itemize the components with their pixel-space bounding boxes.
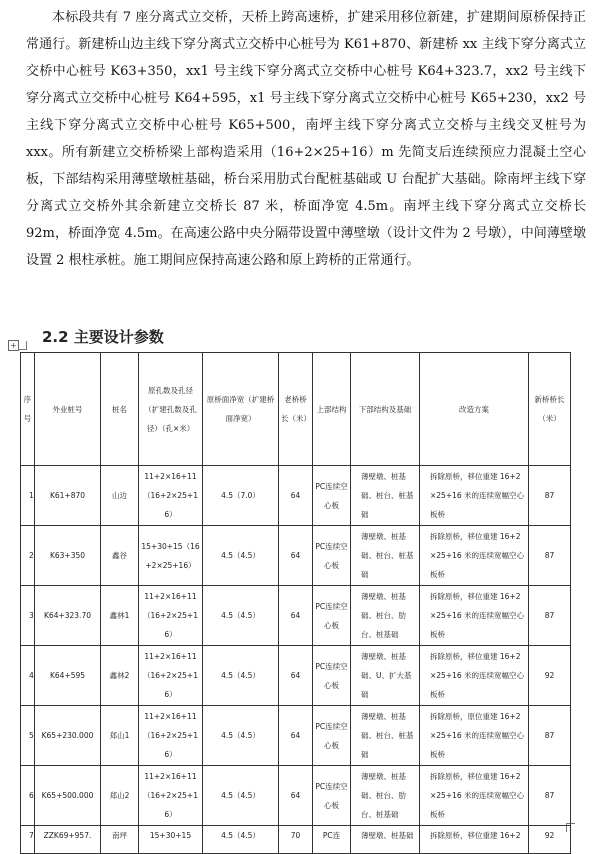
header-spans: 原孔数及孔径（扩建孔数及孔径）（孔×米） bbox=[139, 353, 203, 466]
design-parameters-table bbox=[20, 352, 571, 854]
table-row bbox=[21, 766, 571, 826]
cell-old-length: 64 bbox=[279, 646, 313, 706]
cell-station: K64+595 bbox=[35, 646, 101, 706]
cell-deck-width: 4.5（4.5） bbox=[203, 706, 279, 766]
section-title: 2.2 主要设计参数 bbox=[42, 328, 164, 346]
cell-deck-width: 4.5（4.5） bbox=[203, 586, 279, 646]
cell-plan: 拆除原桥，移位重建 16+2×25+16 米的连续宽幅空心板桥 bbox=[420, 466, 529, 526]
cell-name: 鑫谷 bbox=[101, 526, 139, 586]
cell-name: 郑山1 bbox=[101, 706, 139, 766]
cell-new-length: 87 bbox=[529, 766, 571, 826]
cell-superstructure: PC连续空心板 bbox=[313, 526, 351, 586]
cell-old-length: 64 bbox=[279, 526, 313, 586]
cell-new-length: 87 bbox=[529, 706, 571, 766]
cell-name: 鑫林1 bbox=[101, 586, 139, 646]
cell-station: K63+350 bbox=[35, 526, 101, 586]
cell-name: 郑山2 bbox=[101, 766, 139, 826]
table-header-row bbox=[21, 353, 571, 466]
cell-deck-width: 4.5（4.5） bbox=[203, 526, 279, 586]
table-corner-mark-top-left bbox=[18, 341, 27, 350]
header-deck-width: 原桥面净宽（扩建桥面净宽） bbox=[203, 353, 279, 466]
cell-index: 2 bbox=[21, 526, 35, 586]
cell-station: K65+230.000 bbox=[35, 706, 101, 766]
table-row bbox=[21, 826, 571, 854]
cell-spans: 11+2×16+11（16+2×25+16） bbox=[139, 466, 203, 526]
cell-plan: 拆除原桥，移位重建 16+2×25+16 米的连续宽幅空心板桥 bbox=[420, 586, 529, 646]
cell-plan: 拆除原桥，移位重建 16+2 bbox=[420, 826, 529, 854]
cell-name: 南坪 bbox=[101, 826, 139, 854]
cell-substructure: 薄壁墩、桩基础、桩台、桩基础 bbox=[351, 526, 420, 586]
cell-old-length: 70 bbox=[279, 826, 313, 854]
cell-plan: 拆除原桥，移位重建 16+2×25+16 米的连续宽幅空心板桥 bbox=[420, 526, 529, 586]
table-row bbox=[21, 706, 571, 766]
cell-superstructure: PC连续空心板 bbox=[313, 586, 351, 646]
body-paragraph: 本标段共有 7 座分离式立交桥，天桥上跨高速桥，扩建采用移位新建，扩建期间原桥保持正常通行。新建桥山边主线下穿分离式立交桥中心桩号为 K61+870、新建桥 xx 主线下穿分离式立交桥中心桩号 K63+350，xx1 号主线下穿分离式立交桥中心桩号 K64+323.7，xx2 号主线下穿分离式立交桥中心桩号 K64+595，x1 号主线下穿分离式立交桥中心桩号 K65+230，xx2 号主线下穿分离式立交桥中心桩号 K65+500，南坪主线下穿分离式立交桥与主线交叉桩号为 xxx。所有新建立交桥桥梁上部构造采用（16+2×25+16）m 先简支后连续预应力混凝土空心板，下部结构采用薄壁墩桩基础，桥台采用肋式台配桩基础或 U 台配扩大基础。除南坪主线下穿分离式立交桥外其余新建立交桥长 87 米，桥面净宽 4.5m。南坪主线下穿分离式立交桥长 92m，桥面净宽 4.5m。在高速公路中央分隔带设置中薄壁墩（设计文件为 2 号墩），中间薄壁墩设置 2 根柱承桩。施工期间应保持高速公路和原上跨桥的正常通行。 bbox=[26, 10, 586, 268]
cell-name: 山边 bbox=[101, 466, 139, 526]
header-superstructure: 上部结构 bbox=[313, 353, 351, 466]
cell-deck-width: 4.5（4.5） bbox=[203, 826, 279, 854]
table-move-handle-icon[interactable]: + bbox=[8, 340, 19, 351]
cell-station: K64+323.70 bbox=[35, 586, 101, 646]
cell-spans: 15+30+15 bbox=[139, 826, 203, 854]
cell-spans: 15+30+15（16+2×25+16） bbox=[139, 526, 203, 586]
cell-name: 鑫林2 bbox=[101, 646, 139, 706]
cell-superstructure: PC连续空心板 bbox=[313, 766, 351, 826]
header-plan: 改造方案 bbox=[420, 353, 529, 466]
cell-new-length: 87 bbox=[529, 586, 571, 646]
cell-spans: 11+2×16+11（16+2×25+16） bbox=[139, 646, 203, 706]
cell-station: K61+870 bbox=[35, 466, 101, 526]
cell-index: 1 bbox=[21, 466, 35, 526]
cell-superstructure: PC连续空心板 bbox=[313, 466, 351, 526]
cell-superstructure: PC连 bbox=[313, 826, 351, 854]
cell-substructure: 薄壁墩、桩基础 bbox=[351, 826, 420, 854]
header-name: 桩名 bbox=[101, 353, 139, 466]
cell-substructure: 薄壁墩、桩基础、桩台、桩基础 bbox=[351, 466, 420, 526]
header-old-length: 老桥桥长（米） bbox=[279, 353, 313, 466]
table-row bbox=[21, 466, 571, 526]
cell-old-length: 64 bbox=[279, 466, 313, 526]
header-index: 序号 bbox=[21, 353, 35, 466]
cell-substructure: 薄壁墩、桩基础、桩台、桩基础 bbox=[351, 706, 420, 766]
cell-deck-width: 4.5（7.0） bbox=[203, 466, 279, 526]
header-new-length: 新桥桥长（米） bbox=[529, 353, 571, 466]
cell-spans: 11+2×16+11（16+2×25+16） bbox=[139, 586, 203, 646]
cell-station: ZZK69+957. bbox=[35, 826, 101, 854]
table-row bbox=[21, 586, 571, 646]
cell-index: 6 bbox=[21, 766, 35, 826]
cell-plan: 拆除原桥，移位重建 16+2×25+16 米的连续宽幅空心板桥 bbox=[420, 766, 529, 826]
cell-new-length: 92 bbox=[529, 646, 571, 706]
cell-deck-width: 4.5（4.5） bbox=[203, 766, 279, 826]
cell-substructure: 薄壁墩、桩基础、桩台、肋台、桩基础 bbox=[351, 586, 420, 646]
cell-spans: 11+2×16+11（16+2×25+16） bbox=[139, 766, 203, 826]
header-station: 外业桩号 bbox=[35, 353, 101, 466]
header-substructure: 下部结构及基础 bbox=[351, 353, 420, 466]
cell-station: K65+500.000 bbox=[35, 766, 101, 826]
cell-spans: 11+2×16+11（16+2×25+16） bbox=[139, 706, 203, 766]
cell-index: 7 bbox=[21, 826, 35, 854]
table-row bbox=[21, 646, 571, 706]
cell-new-length: 92 bbox=[529, 826, 571, 854]
cell-index: 3 bbox=[21, 586, 35, 646]
table-row bbox=[21, 526, 571, 586]
cell-old-length: 64 bbox=[279, 586, 313, 646]
cell-superstructure: PC连续空心板 bbox=[313, 646, 351, 706]
cell-superstructure: PC连续空心板 bbox=[313, 706, 351, 766]
cell-new-length: 87 bbox=[529, 526, 571, 586]
cell-deck-width: 4.5（4.5） bbox=[203, 646, 279, 706]
cell-old-length: 64 bbox=[279, 706, 313, 766]
cell-substructure: 薄壁墩、桩基础、U、扩大基础 bbox=[351, 646, 420, 706]
cell-old-length: 64 bbox=[279, 766, 313, 826]
cell-index: 4 bbox=[21, 646, 35, 706]
cell-substructure: 薄壁墩、桩基础、桩台、肋台、桩基础 bbox=[351, 766, 420, 826]
cell-plan: 拆除原桥，原位重建 16+2×25+16 米的连续宽幅空心板桥 bbox=[420, 706, 529, 766]
cell-index: 5 bbox=[21, 706, 35, 766]
cell-plan: 拆除原桥，移位重建 16+2×25+16 米的连续宽幅空心板桥 bbox=[420, 646, 529, 706]
cell-new-length: 87 bbox=[529, 466, 571, 526]
